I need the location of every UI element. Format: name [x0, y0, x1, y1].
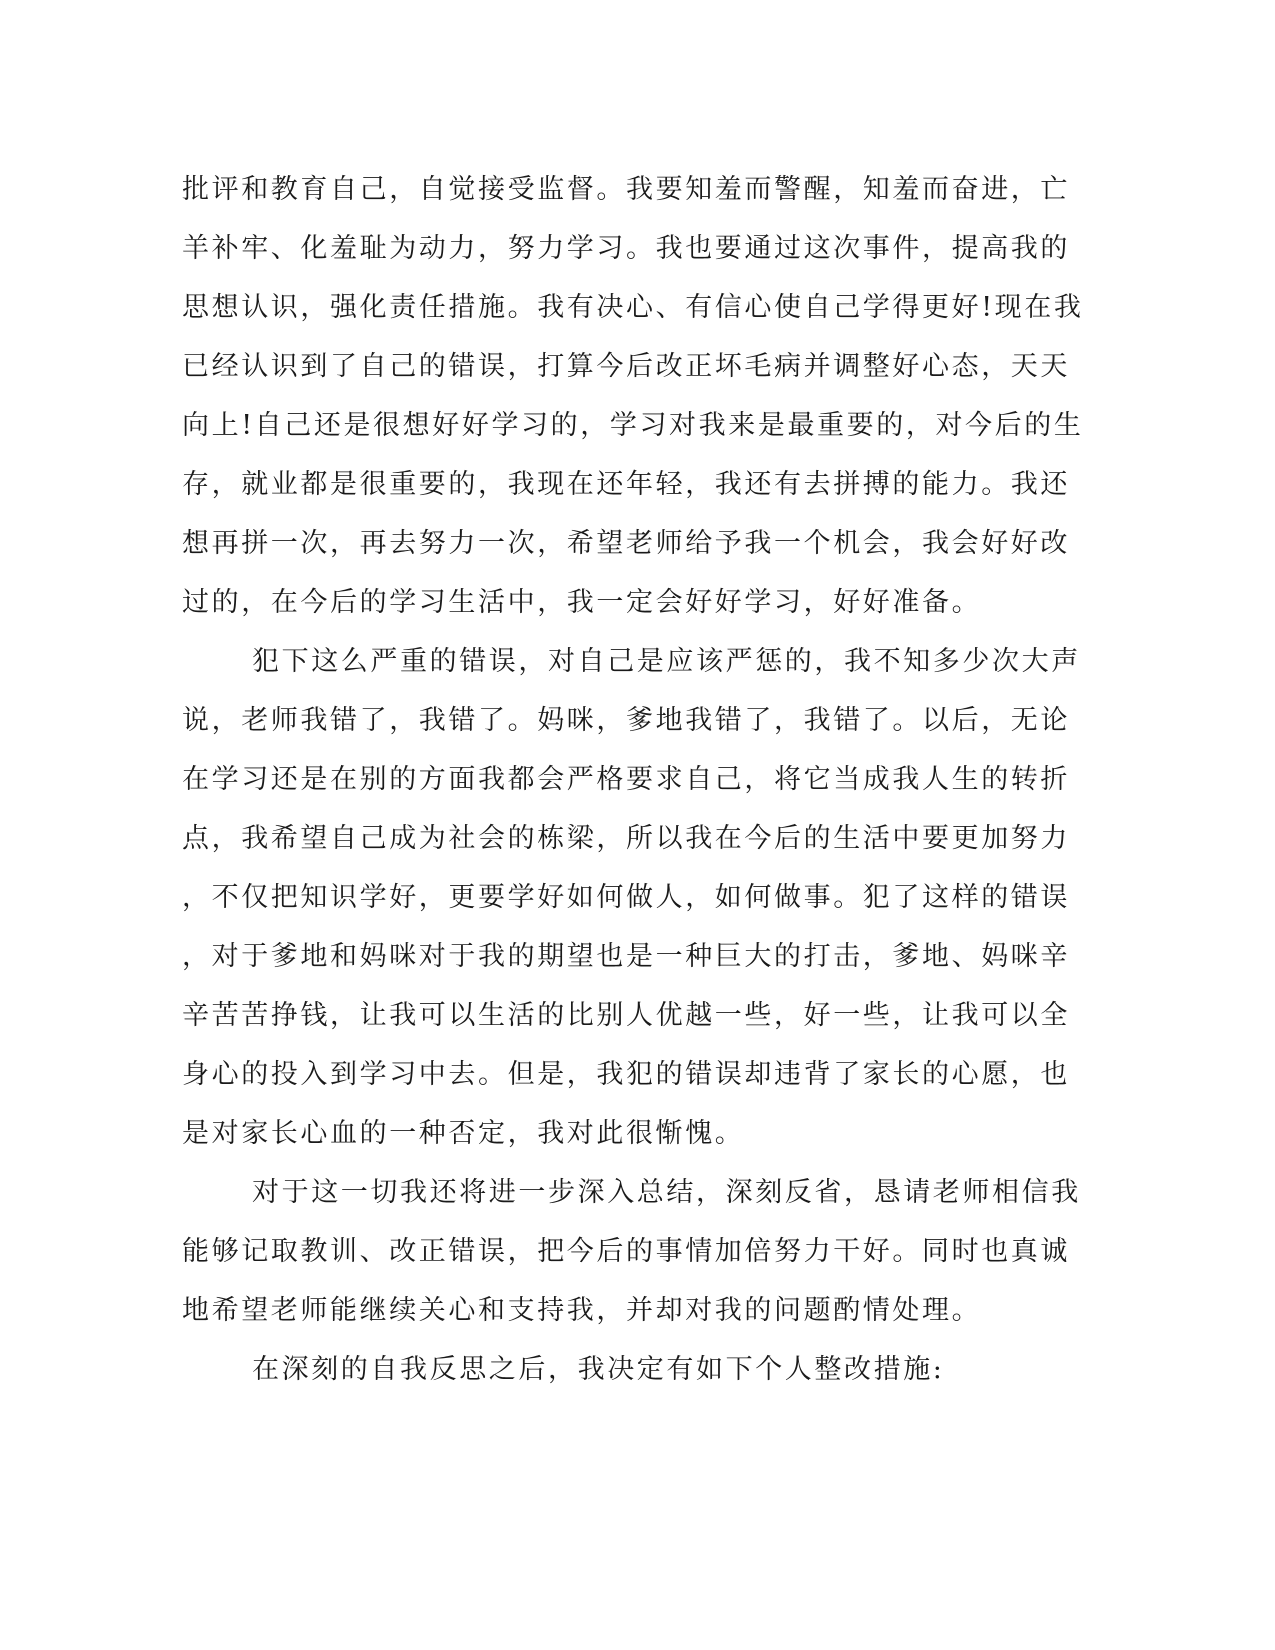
text-line: 想再拼一次，再去努力一次，希望老师给予我一个机会，我会好好改 [182, 528, 1070, 559]
text-line: 向上!自己还是很想好好学习的，学习对我来是最重要的，对今后的生 [182, 410, 1084, 441]
text-line: 已经认识到了自己的错误，打算今后改正坏毛病并调整好心态，天天 [182, 351, 1070, 382]
paragraph-start-line: 在深刻的自我反思之后，我决定有如下个人整改措施: [252, 1354, 945, 1385]
text-line: 存，就业都是很重要的，我现在还年轻，我还有去拼搏的能力。我还 [182, 469, 1070, 500]
text-line: ，对于爹地和妈咪对于我的期望也是一种巨大的打击，爹地、妈咪辛 [182, 941, 1070, 972]
text-line: 思想认识，强化责任措施。我有决心、有信心使自己学得更好!现在我 [182, 292, 1084, 323]
text-line: 批评和教育自己，自觉接受监督。我要知羞而警醒，知羞而奋进，亡 [182, 174, 1070, 205]
text-line: 说，老师我错了，我错了。妈咪，爹地我错了，我错了。以后，无论 [182, 705, 1070, 736]
text-line: 羊补牢、化羞耻为动力，努力学习。我也要通过这次事件，提高我的 [182, 233, 1070, 264]
text-line: 身心的投入到学习中去。但是，我犯的错误却违背了家长的心愿，也 [182, 1059, 1070, 1090]
text-line: 是对家长心血的一种否定，我对此很惭愧。 [182, 1118, 745, 1149]
text-line: 能够记取教训、改正错误，把今后的事情加倍努力干好。同时也真诚 [182, 1236, 1070, 1267]
text-line: 在学习还是在别的方面我都会严格要求自己，将它当成我人生的转折 [182, 764, 1070, 795]
body-text [182, 160, 1084, 1399]
text-line: 地希望老师能继续关心和支持我，并却对我的问题酌情处理。 [182, 1295, 982, 1326]
text-line: 点，我希望自己成为社会的栋梁，所以我在今后的生活中要更加努力 [182, 823, 1070, 854]
text-line: ，不仅把知识学好，更要学好如何做人，如何做事。犯了这样的错误 [182, 882, 1070, 913]
paragraph-start-line: 对于这一切我还将进一步深入总结，深刻反省，恳请老师相信我 [252, 1177, 1081, 1208]
paragraph-start-line: 犯下这么严重的错误，对自己是应该严惩的，我不知多少次大声 [252, 646, 1081, 677]
text-line: 过的，在今后的学习生活中，我一定会好好学习，好好准备。 [182, 587, 982, 618]
text-line: 辛苦苦挣钱，让我可以生活的比别人优越一些，好一些，让我可以全 [182, 1000, 1070, 1031]
